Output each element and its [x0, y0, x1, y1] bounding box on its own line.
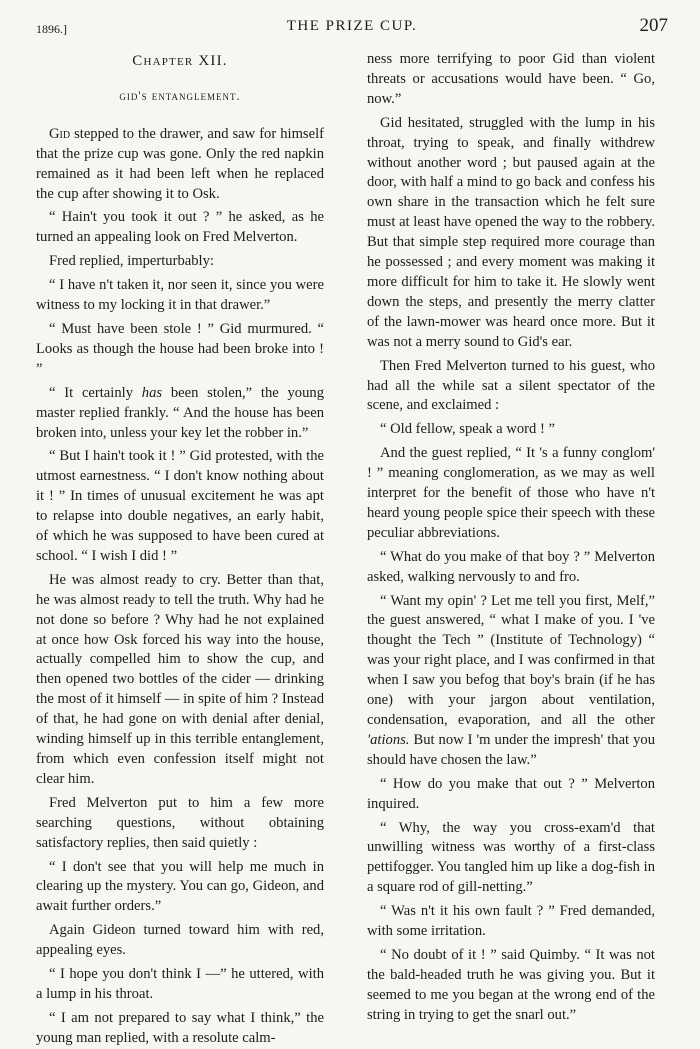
- paragraph: [367, 444, 655, 544]
- paragraph-text: “ Want my opin' ? Let me tell you first, Melf,” the guest answered, “ what I make of you. I 've thought the Tech ” (Institute of Technology) “ was your right place, and I was confirmed in that when I saw you befog that boy's brain (if he has one) with your jargon about ventilation, condensation, evaporation, and all the other: [367, 592, 655, 728]
- paragraph-text: “ I have n't taken it, nor seen it, since you were witness to my locking it in that drawer.”: [36, 277, 324, 314]
- left-column: [36, 50, 324, 1049]
- paragraph-text: “ But I hain't took it ! ” Gid protested, with the utmost earnestness. “ I don't know nothing about it ! ” In times of unusual excitement he was apt to relapse into double negatives, an early habit, of which he was supposed to have been cured at school. “ I wish I did ! ”: [36, 448, 324, 564]
- right-column: [367, 50, 655, 1026]
- paragraph-text: But now I 'm under the impresh' that you should have chosen the law.”: [367, 731, 655, 768]
- paragraph-text: Again Gideon turned toward him with red, appealing eyes.: [36, 922, 324, 959]
- paragraph: [36, 965, 324, 1005]
- paragraph-text: “ I hope you don't think I —” he uttered, with a lump in his throat.: [36, 966, 324, 1002]
- chapter-subtitle: gid's entanglement.: [119, 88, 241, 103]
- paragraph: [367, 775, 655, 815]
- paragraph-text: Gid hesitated, struggled with the lump in his throat, trying to speak, and finally withdrew without another word ; but paused again at the door, with half a mind to go back and confess his own share in the transaction which he felt sure must at least have opened the way to the robbery. But that simple step required more courage than he possessed ; and every moment was making it more difficult for him to take it. He slowly went down the steps, and presently the merry clatter of the lawn-mower was heard once more. But it was not a merry sound to Gid's ear.: [367, 114, 655, 350]
- paragraph: [36, 208, 324, 248]
- paragraph-text: Fred replied, imperturbably:: [49, 253, 214, 270]
- paragraph-text: ness more terrifying to poor Gid than violent threats or accusations would have been. “ Go, now.”: [367, 51, 655, 107]
- paragraph-text: “ Must have been stole ! ” Gid murmured. “ Looks as though the house had been broke into ! ”: [36, 320, 324, 377]
- paragraph-text: Fred Melverton put to him a few more searching questions, without obtaining satisfactory replies, then said quietly :: [36, 794, 324, 851]
- left-paragraphs: [36, 125, 324, 1049]
- page-number: 207: [639, 15, 668, 36]
- paragraph: [36, 1009, 324, 1049]
- running-header: [36, 14, 668, 44]
- paragraph: [367, 819, 655, 899]
- paragraph-text: “ What do you make of that boy ? ” Melverton asked, walking nervously to and fro.: [367, 548, 655, 585]
- chapter-title: Chapter XII.: [132, 53, 228, 69]
- emphasis: 'ations.: [367, 731, 410, 748]
- paragraph-text: “ I am not prepared to say what I think,” the young man replied, with a resolute calm-: [36, 1009, 324, 1046]
- paragraph-text: “ Old fellow, speak a word ! ”: [380, 421, 555, 438]
- paragraph: [367, 357, 655, 417]
- paragraph: [36, 571, 324, 790]
- drop-lead-word: Gid: [49, 125, 71, 142]
- paragraph-text: been stolen,” the young master replied frankly. “ And the house has been broken into, unless your key let the robber in.”: [36, 384, 324, 441]
- paragraph: [36, 384, 324, 444]
- paragraph: [367, 114, 655, 353]
- emphasis: has: [141, 384, 163, 401]
- header-title: THE PRIZE CUP.: [286, 18, 418, 34]
- header-year: 1896.]: [36, 22, 67, 36]
- right-paragraphs: [367, 50, 655, 1026]
- paragraph: [36, 276, 324, 316]
- paragraph-text: He was almost ready to cry. Better than that, he was almost ready to tell the truth. Why had he not done so before ? Why had he not explained at once how Osk forced his way into the house, actually compelled him to show the cup, and then opened two bottles of the cider — drinking the most of it himself — in spite of him ? Instead of that, he had gone on with denial after denial, winding himself up in this terrible entanglement, from which even confession itself might not clear him.: [36, 571, 324, 787]
- paragraph: [36, 447, 324, 566]
- paragraph-text: “ Hain't you took it out ? ” he asked, as he turned an appealing look on Fred Melverton.: [36, 209, 324, 246]
- paragraph-text: “ How do you make that out ? ” Melverton inquired.: [367, 775, 655, 812]
- paragraph-text: “ No doubt of it ! ” said Quimby. “ It was not the bald-headed truth he was giving you. But it seemed to me you began at the wrong end of the string in trying to get the snarl out.”: [367, 946, 655, 1023]
- paragraph-text: “ It certainly: [49, 384, 142, 401]
- paragraph: [36, 252, 324, 272]
- paragraph: [367, 946, 655, 1026]
- paragraph-text: Then Fred Melverton turned to his guest, who had all the while sat a silent spectator of the scene, and exclaimed :: [367, 357, 655, 414]
- paragraph: [36, 320, 324, 380]
- paragraph: [367, 592, 655, 771]
- paragraph-text: “ Why, the way you cross-exam'd that unwilling witness was worthy of a first-class pettifogger. You tangled him up like a dog-fish in a square rod of gill-netting.”: [367, 819, 655, 896]
- paragraph: [36, 125, 324, 205]
- paragraph: [367, 420, 655, 440]
- paragraph-text: “ Was n't it his own fault ? ” Fred demanded, with some irritation.: [367, 903, 655, 940]
- paragraph: [367, 548, 655, 588]
- paragraph-text: stepped to the drawer, and saw for himself that the prize cup was gone. Only the red napkin remained as it had been left when he replaced the cup after showing it to Osk.: [36, 125, 324, 202]
- paragraph-text: And the guest replied, “ It 's a funny conglom' ! ” meaning conglomeration, as we may as well interpret for the benefit of those who have n't heard young people spice their speech with these peculiar abbreviations.: [367, 445, 655, 541]
- paragraph: [367, 50, 655, 110]
- paragraph: [36, 858, 324, 918]
- paragraph-text: “ I don't see that you will help me much in clearing up the mystery. You can go, Gideon, and await further orders.”: [36, 858, 324, 915]
- paragraph: [367, 902, 655, 942]
- paragraph: [36, 921, 324, 961]
- paragraph: [36, 794, 324, 854]
